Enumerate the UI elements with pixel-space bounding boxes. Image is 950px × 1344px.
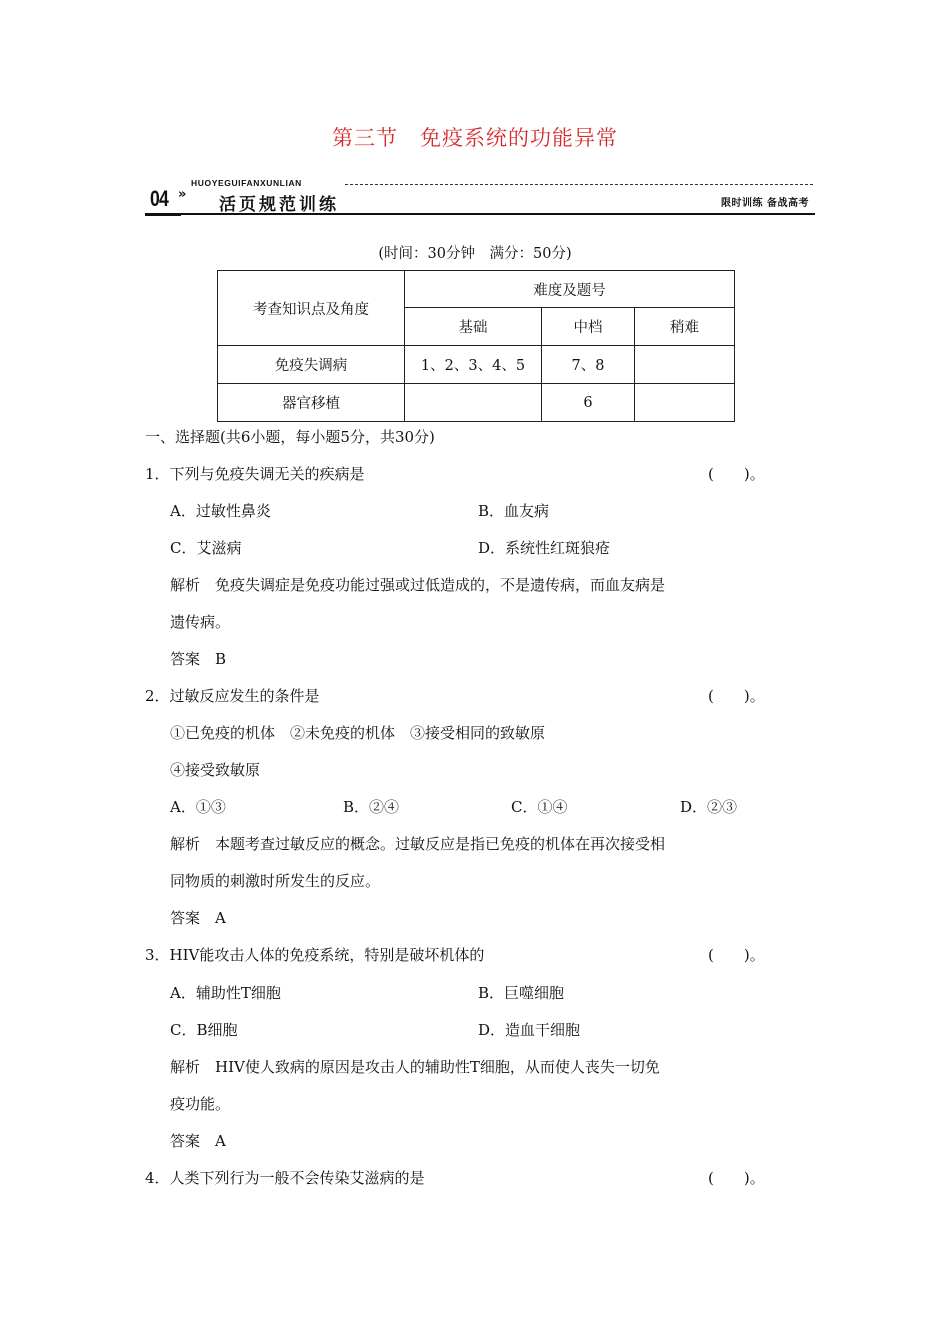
banner-pinyin: HUOYEGUIFANXUNLIAN (191, 178, 302, 188)
table-level-hard: 稍难 (635, 308, 735, 346)
q2-analysis-cont: 同物质的刺激时所发生的反应。 (170, 872, 381, 890)
q2-analysis: 解析 本题考查过敏反应的概念。过敏反应是指已免疫的机体在再次接受相 (170, 835, 666, 853)
table-cell-medium: 7、8 (542, 346, 635, 384)
q3-option-b: B．巨噬细胞 (478, 984, 565, 1002)
q2-option-c: C．①④ (511, 798, 568, 816)
q1-analysis: 解析 免疫失调症是免疫功能过强或过低造成的，不是遗传病，而血友病是 (170, 576, 666, 594)
q3-stem: 3．HIV能攻击人体的免疫系统，特别是破坏机体的 (145, 946, 485, 964)
double-chevron-icon: » (178, 187, 187, 202)
q3-analysis-cont: 疫功能。 (170, 1095, 231, 1113)
q2-answer: 答案 A (170, 909, 226, 927)
banner-title: 活页规范训练 (219, 195, 339, 215)
q1-option-c: C．艾滋病 (170, 539, 242, 557)
q2-option-d: D．②③ (680, 798, 738, 816)
table-cell-basic: 1、2、3、4、5 (405, 346, 542, 384)
table-cell-hard (635, 346, 735, 384)
q2-conditions-cont: ④接受致敏原 (170, 761, 261, 779)
q3-analysis: 解析 HIV使人致病的原因是攻击人的辅助性T细胞，从而使人丧失一切免 (170, 1058, 660, 1076)
table-cell-topic: 免疫失调病 (218, 346, 405, 384)
table-row (218, 384, 735, 422)
q1-answer: 答案 B (170, 650, 227, 668)
banner-tag: 限时训练 备战高考 (721, 198, 809, 209)
q1-option-a: A．过敏性鼻炎 (170, 502, 271, 520)
table-cell-medium: 6 (542, 384, 635, 422)
time-info: (时间：30分钟 满分：50分) (378, 246, 572, 262)
section-title: 一、选择题(共6小题，每小题5分，共30分) (145, 428, 435, 446)
section-banner (145, 178, 815, 216)
q1-answer-paren: ( )。 (708, 465, 765, 483)
table-header-topic: 考查知识点及角度 (218, 271, 405, 346)
table-row (218, 346, 735, 384)
banner-dashed-rule (345, 184, 813, 185)
table-header-difficulty: 难度及题号 (405, 271, 735, 308)
q3-option-a: A．辅助性T细胞 (170, 984, 281, 1002)
page-title: 第三节 免疫系统的功能异常 (332, 126, 618, 150)
q1-stem: 1．下列与免疫失调无关的疾病是 (145, 465, 365, 483)
q2-option-a: A．①③ (170, 798, 226, 816)
table-level-basic: 基础 (405, 308, 542, 346)
q2-option-b: B．②④ (343, 798, 400, 816)
banner-number: 04 (150, 186, 168, 211)
knowledge-table (217, 270, 735, 422)
q3-answer: 答案 A (170, 1132, 226, 1150)
q1-option-b: B．血友病 (478, 502, 550, 520)
table-level-medium: 中档 (542, 308, 635, 346)
q3-option-d: D．造血干细胞 (478, 1021, 581, 1039)
q3-answer-paren: ( )。 (708, 946, 765, 964)
banner-rule (145, 213, 815, 215)
table-cell-hard (635, 384, 735, 422)
q2-answer-paren: ( )。 (708, 687, 765, 705)
table-cell-topic: 器官移植 (218, 384, 405, 422)
q1-analysis-cont: 遗传病。 (170, 613, 231, 631)
q3-option-c: C．B细胞 (170, 1021, 238, 1039)
q2-conditions: ①已免疫的机体 ②未免疫的机体 ③接受相同的致敏原 (170, 724, 546, 742)
q4-answer-paren: ( )。 (708, 1169, 765, 1187)
q2-stem: 2．过敏反应发生的条件是 (145, 687, 320, 705)
q4-stem: 4．人类下列行为一般不会传染艾滋病的是 (145, 1169, 425, 1187)
q1-option-d: D．系统性红斑狼疮 (478, 539, 611, 557)
table-cell-basic (405, 384, 542, 422)
